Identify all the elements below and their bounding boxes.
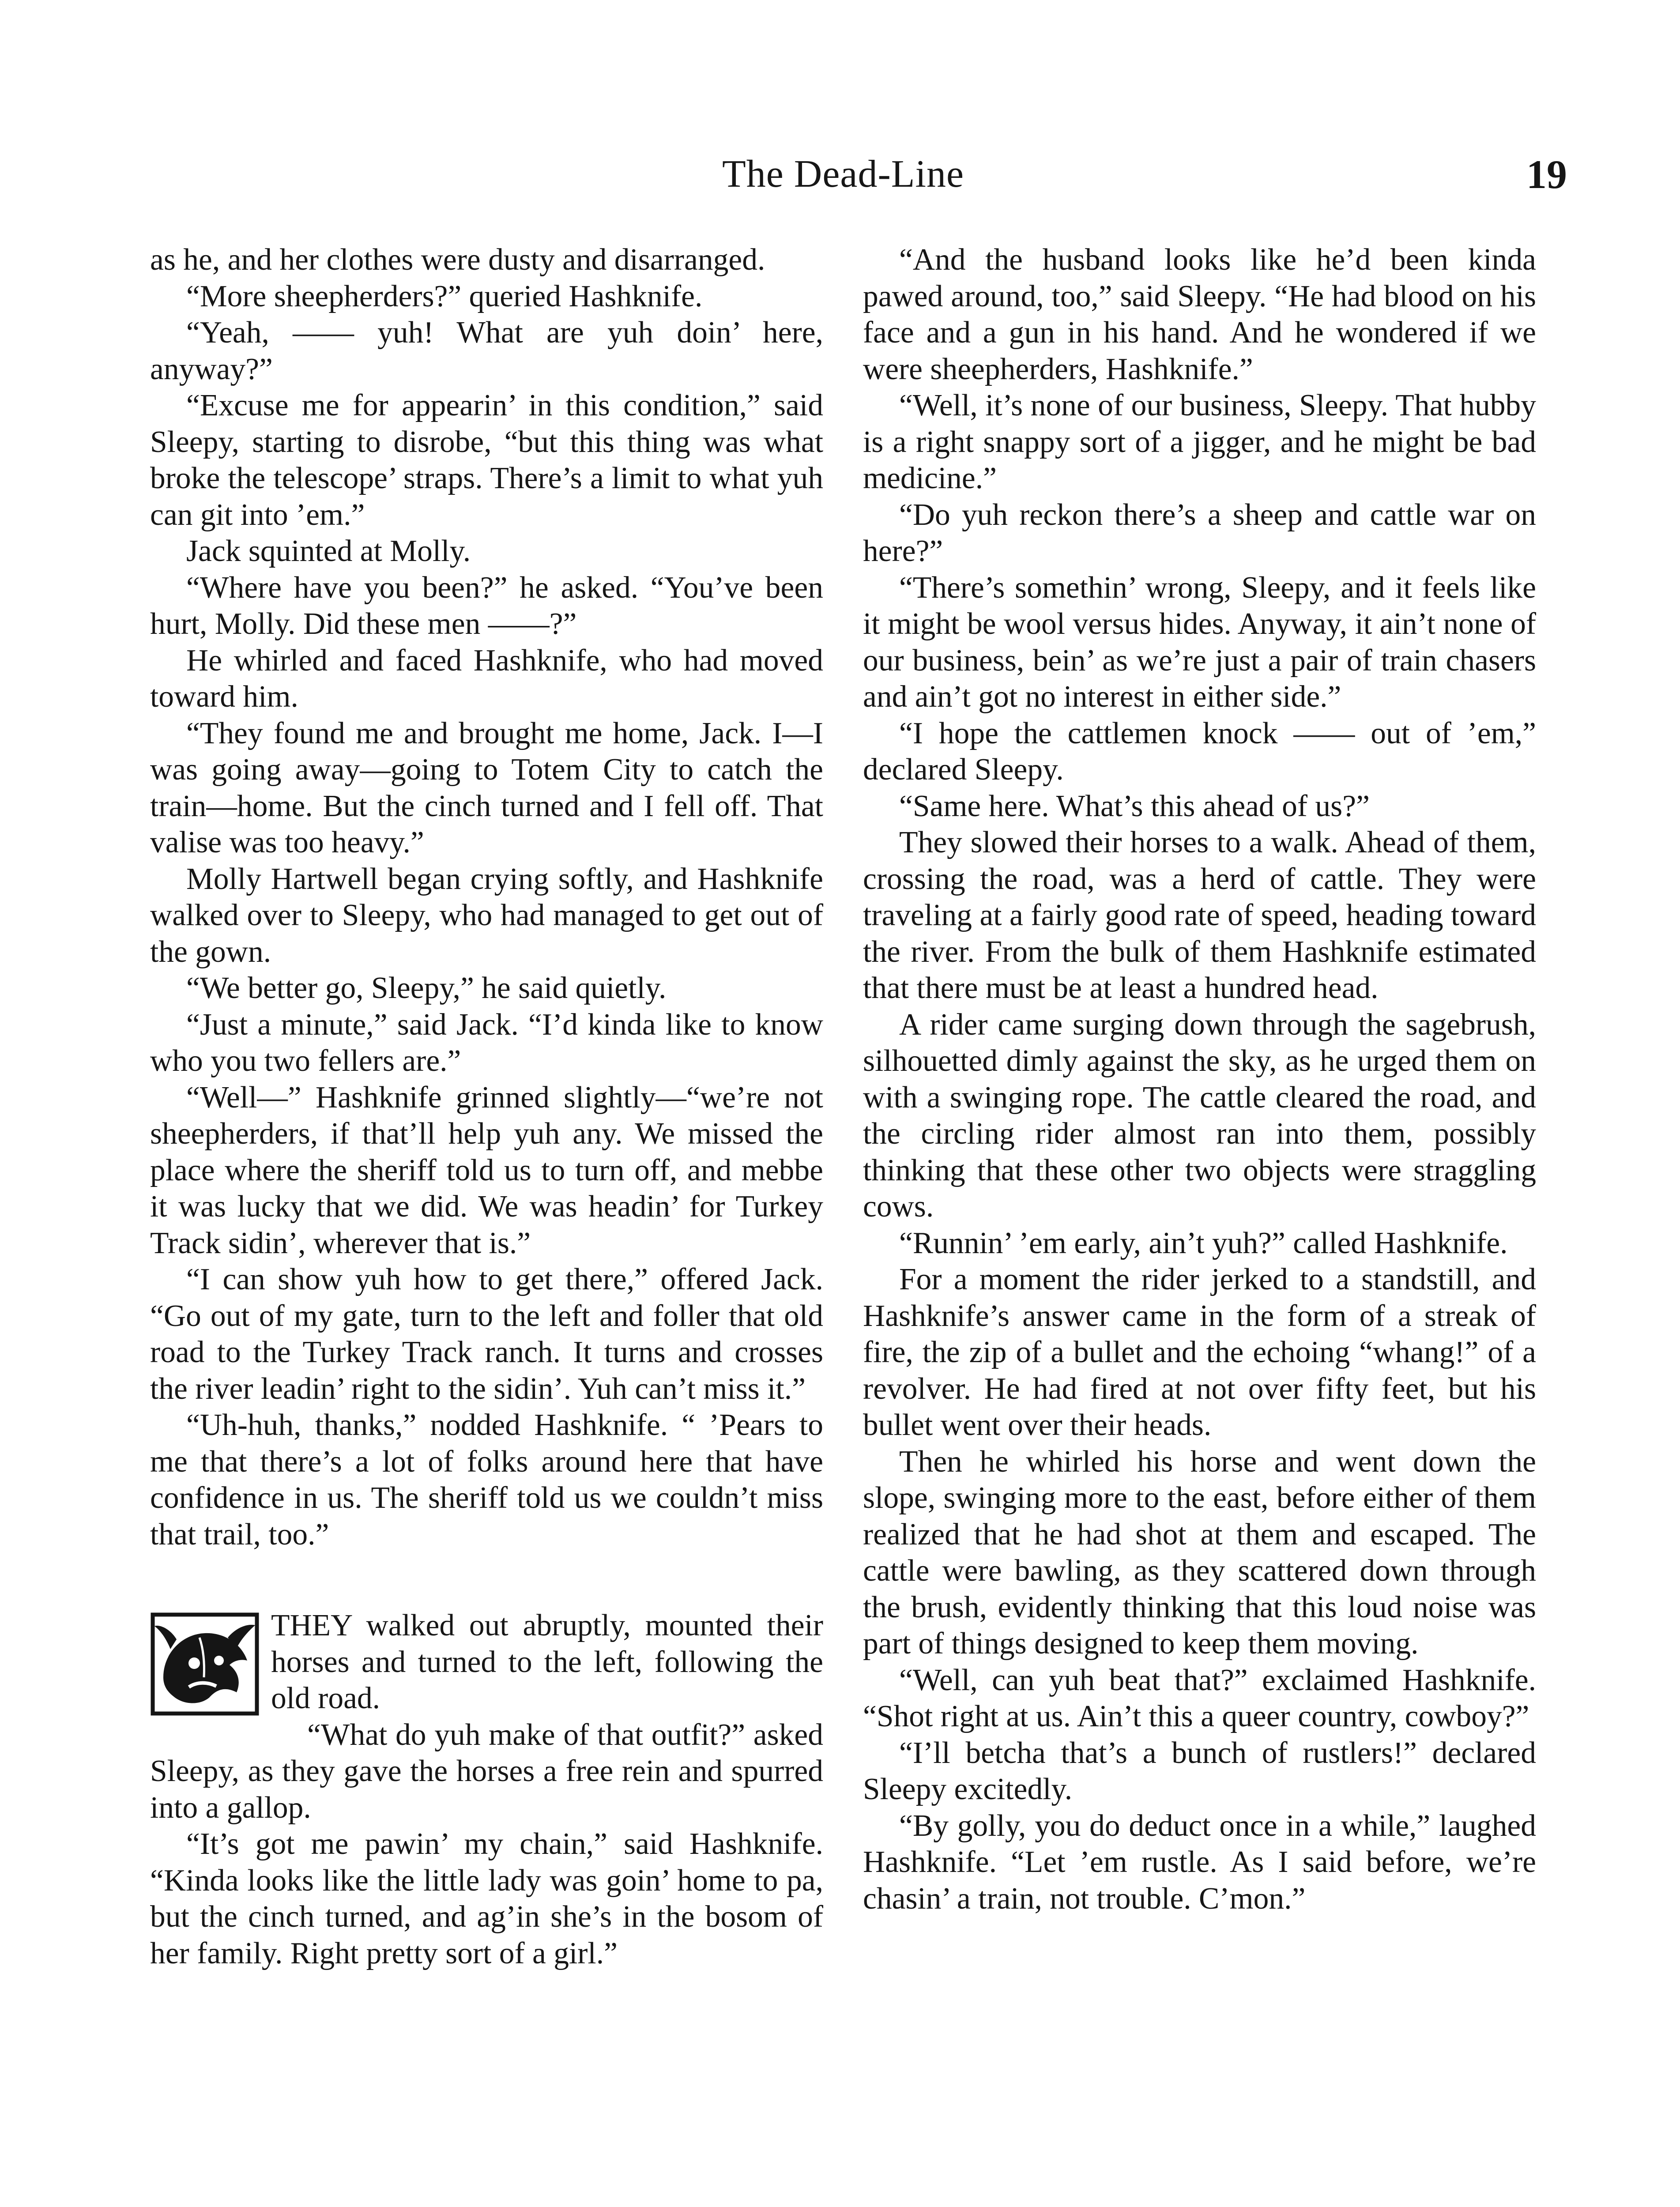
paragraph: “And the husband looks like he’d been kinda pawed around, too,” said Sleepy. “He had blood on his face and a gun in his hand. And he wondered if we were sheepherders, Hashknife.” <box>863 243 1536 386</box>
paragraph: Then he whirled his horse and went down the slope, swinging more to the east, before either of them realized that he had shot at them and escaped. The cattle were bawling, as they scattered down through the brush, evidently thinking that this loud noise was part of things designed to keep them moving. <box>863 1444 1536 1661</box>
paragraph: “Runnin’ ’em early, ain’t yuh?” called Hashknife. <box>899 1226 1508 1260</box>
paragraph: “Well—” Hashknife grinned slightly—“we’re not sheepherders, if that’ll help yuh any. We missed the place where the sheriff told us to turn off, and mebbe it was lucky that we did. We was headin’ for Turkey Track sidin’, wherever that is.” <box>150 1080 823 1260</box>
paragraph: “I can show yuh how to get there,” offered Jack. “Go out of my gate, turn to the left and foller that old road to the Turkey Track ranch. It turns and crosses the river leadin’ right to the sidin’. Yuh can’t miss it.” <box>150 1262 823 1406</box>
paragraph: They slowed their horses to a walk. Ahead of them, crossing the road, was a herd of cattle. They were traveling at a fairly good rate of speed, heading toward the river. From the bulk of them Hashknife estimated that there must be at least a hundred head. <box>863 825 1536 1005</box>
paragraph: “By golly, you do deduct once in a while,” laughed Hashknife. “Let ’em rustle. As I said before, we’re chasin’ a train, not trouble. C’mon.” <box>863 1808 1536 1916</box>
paragraph: A rider came surging down through the sagebrush, silhouetted dimly against the sky, as he urged them on with a swinging rope. The cattle cleared the road, and the circling rider almost ran into them, possibly thinking that these other two objects were straggling cows. <box>863 1007 1536 1224</box>
paragraph: “They found me and brought me home, Jack. I—I was going away—going to Totem City to catch the train—home. But the cinch turned and I fell off. That valise was too heavy.” <box>150 716 823 859</box>
paragraph: “Just a minute,” said Jack. “I’d kinda like to know who you two fellers are.” <box>150 1007 823 1078</box>
paragraph: “Excuse me for appearin’ in this condition,” said Sleepy, starting to disrobe, “but this thing was what broke the telescope’ straps. There’s a limit to what yuh can git into ’em.” <box>150 388 823 532</box>
paragraph: “Where have you been?” he asked. “You’ve been hurt, Molly. Did these men ——?” <box>150 570 823 641</box>
section-opening-text: THEY walked out abruptly, mounted their horses and turned to the left, following the old road. <box>271 1608 823 1715</box>
steer-head-ornament-icon <box>150 1611 260 1717</box>
right-column <box>863 242 1536 1917</box>
paragraph: “What do yuh make of that outfit?” asked Sleepy, as they gave the horses a free rein and spurred into a gallop. <box>150 1717 823 1825</box>
paragraph: as he, and her clothes were dusty and disarranged. <box>150 243 765 277</box>
paragraph: “Well, can yuh beat that?” exclaimed Hashknife. “Shot right at us. Ain’t this a queer country, cowboy?” <box>863 1663 1536 1733</box>
page-header <box>150 146 1567 212</box>
paragraph: “Do yuh reckon there’s a sheep and cattle war on here?” <box>863 497 1536 568</box>
paragraph: “Same here. What’s this ahead of us?” <box>899 789 1370 823</box>
paragraph: “It’s got me pawin’ my chain,” said Hashknife. “Kinda looks like the little lady was goin’ home to pa, but the cinch turned, and ag’in she’s in the bosom of her family. Right pretty sort of a girl.” <box>150 1827 823 1970</box>
paragraph: For a moment the rider jerked to a standstill, and Hashknife’s answer came in the form of a streak of fire, the zip of a bullet and the echoing “whang!” of a revolver. He had fired at not over fifty feet, but his bullet went over their heads. <box>863 1262 1536 1442</box>
paragraph: “We better go, Sleepy,” he said quietly. <box>186 971 667 1005</box>
left-column <box>150 242 823 1972</box>
paragraph: “There’s somethin’ wrong, Sleepy, and it feels like it might be wool versus hides. Anyway, it ain’t none of our business, bein’ as we’re just a pair of train chasers and ain’t got no interest in either side.” <box>863 570 1536 714</box>
running-title: The Dead-Line <box>722 153 964 196</box>
page-number: 19 <box>1526 152 1567 197</box>
section-break <box>150 1553 823 1608</box>
paragraph: Molly Hartwell began crying softly, and Hashknife walked over to Sleepy, who had managed to get out of the gown. <box>150 862 823 969</box>
paragraph: “Yeah, —— yuh! What are yuh doin’ here, anyway?” <box>150 316 823 386</box>
paragraph: “Well, it’s none of our business, Sleepy. That hubby is a right snappy sort of a jigger, and he might be bad medicine.” <box>863 388 1536 495</box>
paragraph: “Uh-huh, thanks,” nodded Hashknife. “ ’Pears to me that there’s a lot of folks around here that have confidence in us. The sheriff told us we couldn’t miss that trail, too.” <box>150 1408 823 1552</box>
paragraph: “I’ll betcha that’s a bunch of rustlers!” declared Sleepy excitedly. <box>863 1736 1536 1806</box>
paragraph: “More sheepherders?” queried Hashknife. <box>186 279 703 313</box>
paragraph: “I hope the cattlemen knock —— out of ’em,” declared Sleepy. <box>863 716 1536 787</box>
section-opening-paragraph <box>150 1608 823 1717</box>
paragraph: Jack squinted at Molly. <box>186 534 471 568</box>
paragraph: He whirled and faced Hashknife, who had moved toward him. <box>150 643 823 714</box>
